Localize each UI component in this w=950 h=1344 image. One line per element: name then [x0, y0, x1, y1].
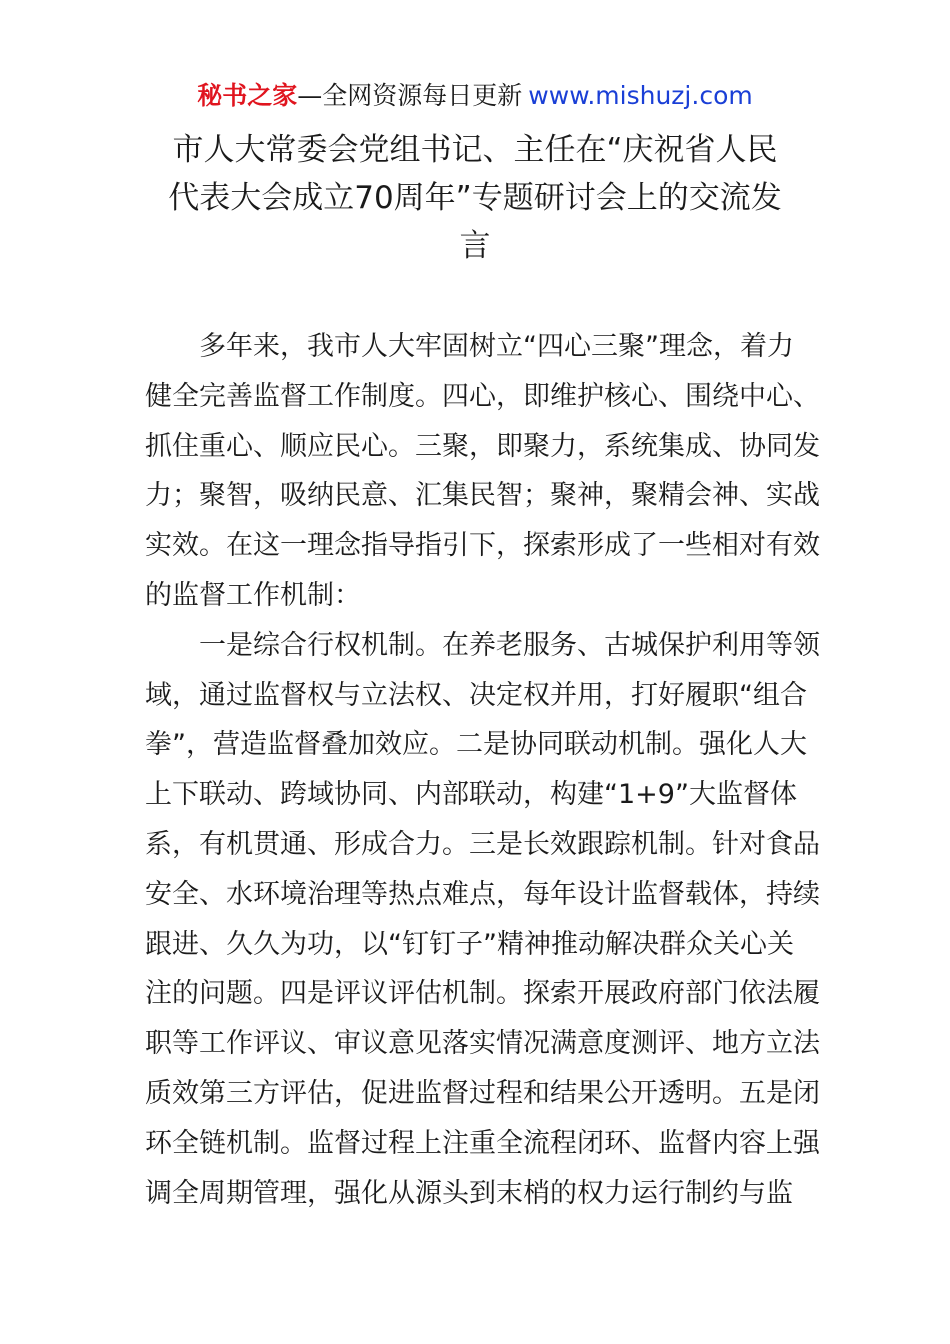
- body-line: 力；聚智，吸纳民意、汇集民智；聚神，聚精会神、实战: [145, 480, 820, 512]
- site-url-link[interactable]: www.mishuzj.com: [528, 81, 753, 110]
- body-line: 安全、水环境治理等热点难点，每年设计监督载体，持续: [145, 878, 820, 910]
- body-line: 跟进、久久为功，以“钉钉子”精神推动解决群众关心关: [145, 928, 794, 960]
- body-line: 注的问题。四是评议评估机制。探索开展政府部门依法履: [145, 978, 820, 1010]
- title-line: 言: [459, 228, 491, 264]
- body-line: 健全完善监督工作制度。四心，即维护核心、围绕中心、: [145, 380, 820, 412]
- body-line: 拳”，营造监督叠加效应。二是协同联动机制。强化人大: [145, 729, 807, 761]
- body-line: 实效。在这一理念指导指引下，探索形成了一些相对有效: [145, 530, 820, 562]
- body-line: 上下联动、跨域协同、内部联动，构建“1+9”大监督体: [145, 779, 797, 811]
- header-dash: —: [297, 81, 323, 110]
- body-line: 调全周期管理，强化从源头到末梢的权力运行制约与监: [145, 1177, 793, 1209]
- title-line: 市人大常委会党组书记、主任在“庆祝省人民: [172, 132, 778, 168]
- body-line: 系，有机贯通、形成合力。三是长效跟踪机制。针对食品: [145, 828, 820, 860]
- document-title: [140, 126, 810, 270]
- document-body: [145, 322, 820, 1218]
- body-line: 环全链机制。监督过程上注重全流程闭环、监督内容上强: [145, 1127, 820, 1159]
- body-line: 一是综合行权机制。在养老服务、古城保护利用等领: [145, 629, 820, 661]
- body-line: 多年来，我市人大牢固树立“四心三聚”理念，着力: [145, 331, 794, 362]
- body-line: 抓住重心、顺应民心。三聚，即聚力，系统集成、协同发: [145, 430, 820, 462]
- body-line: 域，通过监督权与立法权、决定权并用，打好履职“组合: [145, 679, 807, 711]
- site-header: [0, 78, 950, 114]
- body-line: 的监督工作机制：: [145, 579, 361, 611]
- body-line: 职等工作评议、审议意见落实情况满意度测评、地方立法: [145, 1028, 820, 1060]
- title-line: 代表大会成立70周年”专题研讨会上的交流发: [168, 180, 782, 216]
- brand-name: 秘书之家: [197, 81, 298, 110]
- body-line: 质效第三方评估，促进监督过程和结果公开透明。五是闭: [145, 1077, 820, 1109]
- header-tagline: 全网资源每日更新: [322, 81, 523, 110]
